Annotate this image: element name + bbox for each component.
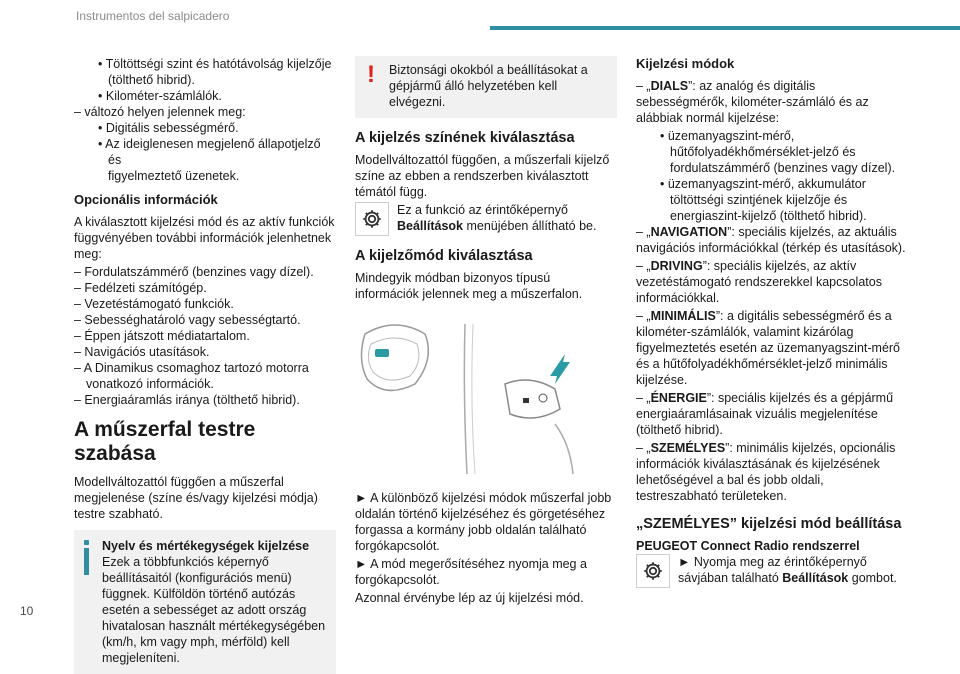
list-item: • Digitális sebességmérő. [98,121,239,135]
mode-driving: – „DRIVING”: speciális kijelzés, az aktív vezetéstámogató rendszerekkel kapcsolatos információkkal. [636,259,882,305]
setup-heading: „SZEMÉLYES” kijelzési mód beállítása [636,516,902,532]
gear-note-text: Ez a funkció az érintőképernyő Beállítások menüjében állítható be. [397,203,597,233]
radio-instruction: ► Nyomja meg az érintőképernyő sávjában található Beállítások gombot. [678,555,897,585]
mode-dials: – „DIALS”: az analóg és digitális sebességmérők, kilométer-számláló és az alábbiak normál kijelzése: [636,79,869,125]
column-left [74,56,336,674]
list-item: • Az ideiglenesen megjelenő állapotjelző és figyelmeztető üzenetek. [98,137,321,183]
info-icon [84,540,89,576]
mode-minimalis: – „MINIMÁLIS”: a digitális sebességmérő és a kilométer-számlálók, valamint kizárólag figyelmeztetés esetén az üzemanyagszint-mérő és a hűtőfolyadékhőmérséklet-jelző minimális kijelzése. [636,309,901,387]
gear-note [636,554,906,588]
list-item: – Navigációs utasítások. [74,345,210,359]
running-header: Instrumentos del salpicadero [76,9,230,23]
page-number: 10 [20,604,34,618]
info-title: Nyelv és mértékegységek kijelzése [102,539,310,553]
section-text: Modellváltozattól függően a műszerfal megjelenése (színe és/vagy kijelzési módja) testre szabható. [74,475,318,521]
instruction-2: ► A mód megerősítéséhez nyomja meg a forgókapcsolót. [355,557,587,587]
list-item: – A Dinamikus csomaghoz tartozó motorra vonatkozó információk. [74,361,309,391]
modes-heading: Kijelzési módok [636,56,735,71]
instruction-3: Azonnal érvénybe lép az új kijelzési mód. [355,591,584,605]
warning-box [355,56,617,118]
mode-szemelyes: – „SZEMÉLYES”: minimális kijelzés, opcionális információk kiválasztásának és kijelzésének lehetőségével a bal és jobb oldali, testreszabható területeken. [636,441,896,503]
gear-icon [636,554,670,588]
column-right [636,56,906,588]
mode-energie: – „ÉNERGIE”: speciális kijelzés és a gépjármű energiaáramlásainak vizuális megjelenítése (tölthető hibrid). [636,391,894,437]
list-item: – Éppen játszott médiatartalom. [74,329,250,343]
list-item: • Töltöttségi szint és hatótávolság kijelzője (tölthető hibrid). [98,57,332,87]
info-box [74,530,336,674]
list-item: • Kilométer-számlálók. [98,89,222,103]
steering-wheel-illustration [355,314,617,474]
list-item: – Sebességhatároló vagy sebességtartó. [74,313,301,327]
list-item: – Vezetéstámogató funkciók. [74,297,234,311]
list-item: • üzemanyagszint-mérő, hűtőfolyadékhőmérséklet-jelző és fordulatszámmérő (benzines vagy dízel). [660,129,896,175]
instruction-1: ► A különböző kijelzési módok műszerfal jobb oldalán történő kijelzéséhez és görgetéséhez forgassa a kormány jobb oldalán található forgókapcsolót. [355,491,612,553]
color-heading: A kijelzés színének kiválasztása [355,130,575,146]
warning-icon: ! [367,61,375,88]
mode-text: Mindegyik módban bizonyos típusú információk jelennek meg a műszerfalon. [355,271,583,301]
color-text: Modellváltozattól függően, a műszerfali kijelző színe az ebben a rendszerben kiválasztott témától függ. [355,153,610,199]
gear-note [355,202,617,236]
optional-info-heading: Opcionális információk [74,192,218,207]
list-item: – változó helyen jelennek meg: [74,105,246,119]
optional-info-intro: A kiválasztott kijelzési mód és az aktív funkciók függvényében további információk jelenhetnek meg: [74,215,335,261]
section-title: A műszerfal testre szabása [74,418,256,465]
mode-navigation: – „NAVIGATION”: speciális kijelzés, az aktuális navigációs információkkal (térkép és utasítások). [636,225,906,255]
gear-icon [355,202,389,236]
list-item: • üzemanyagszint-mérő, akkumulátor töltöttségi szintjének kijelzője és energiaszint-kijelző (tölthető hibrid). [660,177,867,223]
list-item: – Fordulatszámmérő (benzines vagy dízel). [74,265,314,279]
radio-heading: PEUGEOT Connect Radio rendszerrel [636,539,860,553]
warning-text: Biztonsági okokból a beállításokat a gépjármű álló helyzetében kell elvégezni. [389,63,588,109]
column-middle [355,56,617,608]
mode-heading: A kijelzőmód kiválasztása [355,248,533,264]
header-accent-bar [490,26,960,30]
list-item: – Fedélzeti számítógép. [74,281,207,295]
list-item: – Energiaáramlás iránya (tölthető hibrid). [74,393,300,407]
info-text: Ezek a többfunkciós képernyő beállításaitól (konfigurációs menü) függnek. Külföldön történő autózás esetén a sebességet az adott ország hivatalosan használt mértékegységében (km/h, km vagy mph, mérföld) kell megjeleníteni. [102,555,326,665]
